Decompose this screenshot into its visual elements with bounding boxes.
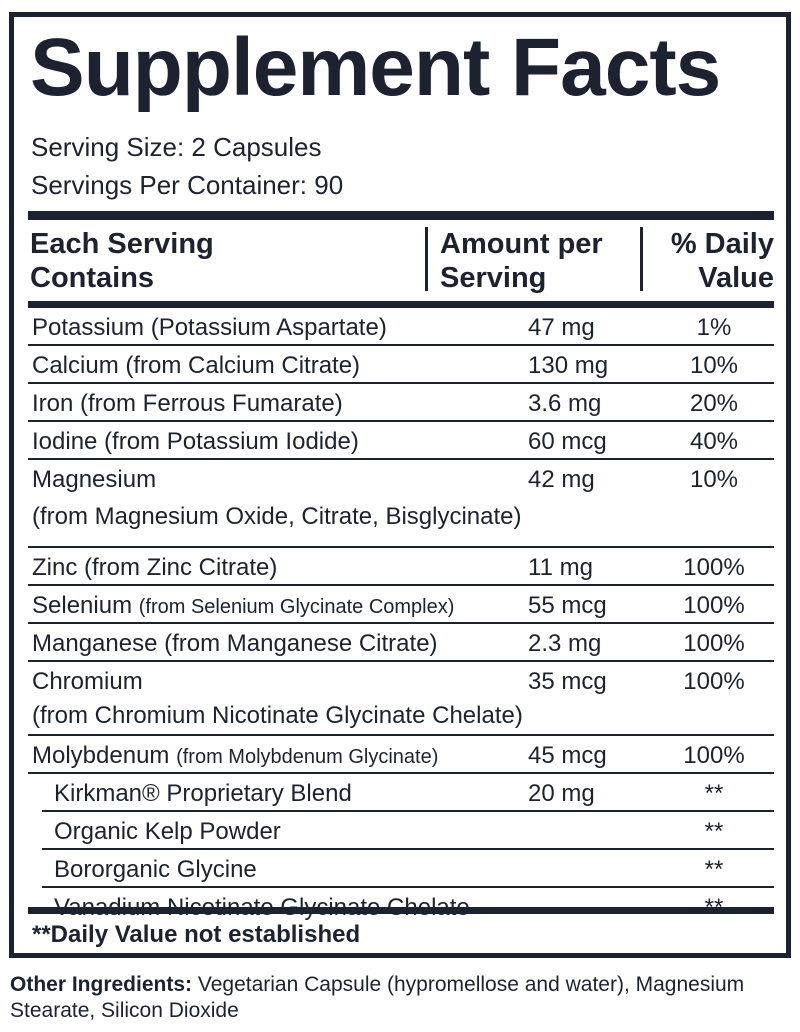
nutrient-row <box>28 422 774 460</box>
servings-per-container: Servings Per Container: 90 <box>31 170 344 200</box>
nutrient-name: Manganese (from Manganese Citrate) <box>32 630 438 657</box>
nutrient-source: (from Selenium Glycinate Complex) <box>138 596 455 618</box>
nutrient-daily-value: 100% <box>683 668 745 695</box>
nutrient-row <box>28 346 774 384</box>
nutrient-daily-value: 1% <box>696 314 732 341</box>
nutrient-amount: 47 mg <box>528 314 595 341</box>
nutrient-name: Selenium (from Selenium Glycinate Complex) <box>32 592 455 619</box>
nutrient-daily-value: 10% <box>689 466 739 493</box>
supplement-facts-panel <box>9 12 791 958</box>
panel-title: Supplement Facts <box>30 22 721 113</box>
header-each-serving: Each Serving Contains <box>30 228 214 294</box>
nutrient-amount: 130 mg <box>528 352 609 379</box>
blend-row <box>28 850 774 888</box>
nutrient-daily-value: ** <box>704 780 724 807</box>
nutrient-row <box>28 736 774 774</box>
nutrient-name: Calcium (from Calcium Citrate) <box>32 352 361 379</box>
nutrient-row <box>28 308 774 346</box>
other-ingredients-text: Vegetarian Capsule (hypromellose and water), Magnesium Stearate, Silicon Dioxide <box>10 973 745 1022</box>
nutrient-name: Bororganic Glycine <box>54 856 257 883</box>
thick-divider-bottom <box>28 907 774 914</box>
nutrient-amount: 45 mcg <box>528 742 607 769</box>
nutrient-daily-value: 40% <box>689 428 739 455</box>
nutrient-daily-value: 100% <box>683 592 745 619</box>
nutrient-daily-value: ** <box>704 818 724 845</box>
blend-row <box>28 774 774 812</box>
nutrient-name: Iodine (from Potassium Iodide) <box>32 428 359 455</box>
header-amount-per-serving: Amount per Serving <box>440 228 603 294</box>
thick-divider-header <box>28 301 774 308</box>
nutrient-amount: 2.3 mg <box>528 630 602 657</box>
nutrient-daily-value: 100% <box>683 554 745 581</box>
blend-row <box>28 812 774 850</box>
nutrient-amount: 55 mcg <box>528 592 607 619</box>
nutrient-row <box>28 460 774 548</box>
thick-divider-top <box>28 211 774 220</box>
nutrient-row <box>28 548 774 586</box>
nutrient-daily-value: 100% <box>683 742 745 769</box>
nutrient-amount: 35 mcg <box>528 668 607 695</box>
nutrient-daily-value: ** <box>704 856 724 883</box>
nutrient-name: Iron (from Ferrous Fumarate) <box>32 390 343 417</box>
nutrient-amount: 42 mg <box>528 466 595 493</box>
nutrient-daily-value: 10% <box>689 352 739 379</box>
nutrient-name: Molybdenum (from Molybdenum Glycinate) <box>32 742 439 769</box>
nutrient-amount: 11 mg <box>528 554 593 581</box>
nutrient-row <box>28 624 774 662</box>
header-divider-2 <box>640 227 643 291</box>
nutrient-name: Organic Kelp Powder <box>54 818 281 845</box>
daily-value-footnote: **Daily Value not established <box>32 921 361 948</box>
nutrient-amount: 60 mcg <box>528 428 607 455</box>
nutrient-name: Potassium (Potassium Aspartate) <box>32 314 387 341</box>
nutrient-source: (from Chromium Nicotinate Glycinate Chelate) <box>32 702 523 729</box>
nutrient-amount: 20 mg <box>528 780 595 807</box>
serving-size: Serving Size: 2 Capsules <box>31 132 322 162</box>
nutrient-name: Chromium <box>32 668 143 695</box>
nutrient-name: Kirkman® Proprietary Blend <box>54 780 352 807</box>
nutrient-daily-value: 100% <box>683 630 745 657</box>
nutrient-row <box>28 662 774 736</box>
nutrient-source: (from Magnesium Oxide, Citrate, Bisglycinate) <box>32 503 522 530</box>
nutrient-name: Zinc (from Zinc Citrate) <box>32 554 278 581</box>
other-ingredients-label: Other Ingredients: <box>10 973 193 996</box>
nutrient-name: Magnesium <box>32 466 157 493</box>
header-divider-1 <box>425 227 428 291</box>
nutrient-source: (from Molybdenum Glycinate) <box>176 746 439 768</box>
nutrient-amount: 3.6 mg <box>528 390 602 417</box>
nutrient-daily-value: 20% <box>689 390 739 417</box>
other-ingredients <box>10 972 790 1024</box>
nutrient-row <box>28 586 774 624</box>
header-daily-value: % Daily Value <box>670 228 774 294</box>
nutrient-row <box>28 384 774 422</box>
